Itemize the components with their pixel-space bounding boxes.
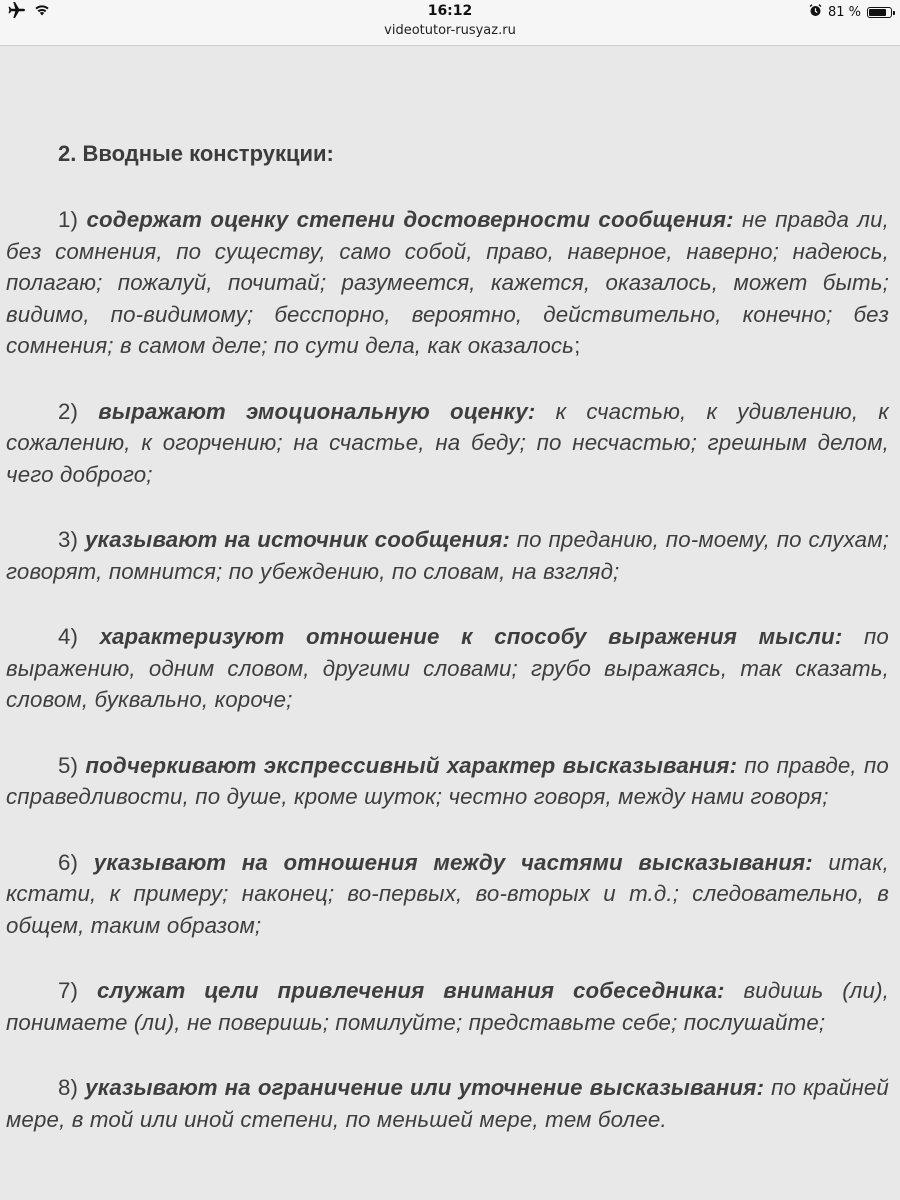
list-item [6,750,889,813]
section-heading: 2. Вводные конструкции: [58,141,334,166]
item-category: характеризуют отношение к способу выражения мысли: [99,624,843,649]
battery-icon [867,7,892,18]
item-examples: к счастью, к удивлению, к сожалению, к огорчению; на счастье, на беду; по несчастью; грешным делом, чего доброго; [6,398,889,487]
item-examples: по крайней мере, в той или иной степени, по меньшей мере, тем более. [6,1075,889,1132]
item-examples: итак, кстати, к примеру; наконец; во-первых, во-вторых и т.д.; следовательно, в общем, таким образом; [6,849,889,938]
item-number: 8) [58,1075,79,1100]
status-right [809,3,892,21]
status-time: 16:12 [427,3,473,19]
list-item [6,975,889,1038]
item-category: выражают эмоциональную оценку: [98,398,536,424]
item-examples: не правда ли, без сомнения, по существу, само собой, право, наверное, наверно; надеюсь, полагаю; пожалуй, почитай; разумеется, кажется, оказалось, может быть; видимо, по-видимому; бесспорно, вероятно, действительно, конечно; без сомнения; в самом деле; по сути дела, как оказалось [6,207,889,358]
item-tail: ; [574,333,581,358]
item-number: 1) [58,207,79,232]
item-examples: видишь (ли), понимаете (ли), не поверишь; помилуйте; представьте себе; послушайте; [6,978,889,1035]
item-examples: по преданию, по-моему, по слухам; говорят, помнится; по убеждению, по словам, на взгляд; [6,527,889,584]
list-item [6,524,889,587]
list-item [6,621,889,716]
item-number: 6) [58,849,79,875]
item-category: указывают на отношения между частями высказывания: [93,849,813,875]
item-category: подчеркивают экспрессивный характер высказывания: [85,752,738,778]
status-bar [0,0,900,46]
alarm-icon [809,4,822,21]
item-examples: по правде, по справедливости, по душе, кроме шуток; честно говоря, между нами говоря; [6,752,889,809]
address-url[interactable]: videotutor-rusyaz.ru [384,23,516,38]
item-examples: по выражению, одним словом, другими словами; грубо выражаясь, так сказать, словом, буквально, короче; [6,624,889,712]
list-item [6,204,889,362]
list-item [6,847,889,942]
item-category: служат цели привлечения внимания собеседника: [96,978,725,1003]
item-number: 4) [58,624,79,649]
item-number: 3) [58,527,79,552]
item-category: указывают на источник сообщения: [84,527,510,552]
battery-level-fill [869,9,886,16]
list-item [6,396,889,491]
battery-percent: 81 % [827,4,861,20]
list-item [6,1072,889,1135]
item-number: 5) [58,752,79,778]
item-number: 2) [58,398,79,424]
item-category: указывают на ограничение или уточнение высказывания: [85,1075,765,1100]
document-body [6,138,889,1135]
item-category: содержат оценку степени достоверности сообщения: [86,207,734,232]
item-number: 7) [58,978,79,1003]
